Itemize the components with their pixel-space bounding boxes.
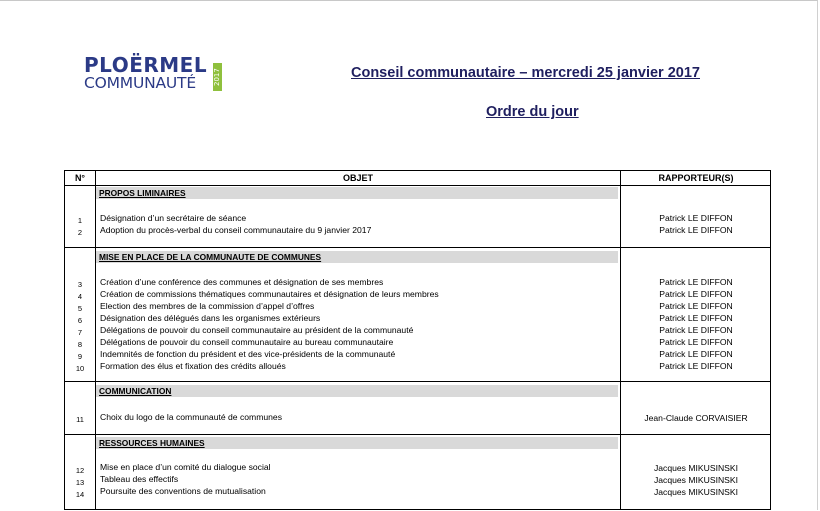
item-objet: Mise en place d’un comité du dialogue social bbox=[100, 462, 271, 472]
item-number: 6 bbox=[77, 316, 83, 325]
logo-line1: PLOËRMEL bbox=[84, 53, 208, 77]
item-objet: Tableau des effectifs bbox=[100, 474, 179, 484]
ploermel-communaute-logo bbox=[84, 55, 224, 95]
section-header: COMMUNICATION bbox=[96, 385, 618, 397]
page-subtitle: Ordre du jour bbox=[486, 104, 579, 120]
item-rapporteur: Patrick LE DIFFON bbox=[659, 349, 733, 359]
page-title: Conseil communautaire – mercredi 25 janvier 2017 bbox=[351, 65, 700, 81]
item-objet: Création d’une conférence des communes et désignation de ses membres bbox=[100, 277, 384, 287]
item-number: 1 bbox=[77, 216, 83, 225]
item-rapporteur: Patrick LE DIFFON bbox=[659, 313, 733, 323]
item-number: 9 bbox=[77, 352, 83, 361]
item-objet: Poursuite des conventions de mutualisation bbox=[100, 486, 266, 496]
item-objet: Choix du logo de la communauté de communes bbox=[100, 412, 283, 422]
item-rapporteur: Patrick LE DIFFON bbox=[659, 361, 733, 371]
item-objet: Délégations de pouvoir du conseil communautaire au président de la communauté bbox=[100, 325, 414, 335]
item-rapporteur: Jacques MIKUSINSKI bbox=[653, 487, 739, 497]
item-objet: Election des membres de la commission d’appel d’offres bbox=[100, 301, 315, 311]
row-divider bbox=[65, 381, 770, 382]
item-rapporteur: Jacques MIKUSINSKI bbox=[653, 475, 739, 485]
item-rapporteur: Jacques MIKUSINSKI bbox=[653, 463, 739, 473]
item-rapporteur: Patrick LE DIFFON bbox=[659, 325, 733, 335]
item-number: 10 bbox=[75, 364, 85, 373]
section-header: RESSOURCES HUMAINES bbox=[96, 437, 618, 449]
item-number: 7 bbox=[77, 328, 83, 337]
row-divider bbox=[65, 434, 770, 435]
agenda-table bbox=[64, 170, 771, 510]
section-header: PROPOS LIMINAIRES bbox=[96, 187, 618, 199]
item-number: 13 bbox=[75, 478, 85, 487]
column-divider bbox=[95, 171, 96, 509]
item-rapporteur: Patrick LE DIFFON bbox=[659, 301, 733, 311]
item-rapporteur: Patrick LE DIFFON bbox=[659, 289, 733, 299]
item-number: 5 bbox=[77, 304, 83, 313]
header-num: N° bbox=[74, 173, 86, 183]
item-rapporteur: Patrick LE DIFFON bbox=[659, 277, 733, 287]
item-number: 8 bbox=[77, 340, 83, 349]
item-objet: Formation des élus et fixation des crédits alloués bbox=[100, 361, 286, 371]
row-divider bbox=[65, 185, 770, 186]
item-number: 4 bbox=[77, 292, 83, 301]
logo-year: 2017 bbox=[213, 63, 222, 91]
item-rapporteur: Patrick LE DIFFON bbox=[659, 337, 733, 347]
header-rapporteur: RAPPORTEUR(S) bbox=[658, 173, 734, 183]
item-objet: Indemnités de fonction du président et des vice-présidents de la communauté bbox=[100, 349, 396, 359]
logo-line2: COMMUNAUTÉ bbox=[84, 74, 196, 92]
item-number: 11 bbox=[76, 415, 84, 424]
item-rapporteur: Jean-Claude CORVAISIER bbox=[644, 413, 748, 423]
section-header: MISE EN PLACE DE LA COMMUNAUTE DE COMMUNES bbox=[96, 251, 618, 263]
item-objet: Désignation d’un secrétaire de séance bbox=[100, 213, 247, 223]
item-number: 14 bbox=[75, 490, 85, 499]
row-divider bbox=[65, 247, 770, 248]
item-number: 3 bbox=[77, 280, 83, 289]
item-objet: Délégations de pouvoir du conseil communautaire au bureau communautaire bbox=[100, 337, 394, 347]
item-objet: Création de commissions thématiques communautaires et désignation de leurs membres bbox=[100, 289, 439, 299]
item-objet: Adoption du procès-verbal du conseil communautaire du 9 janvier 2017 bbox=[100, 225, 372, 235]
item-number: 2 bbox=[77, 228, 83, 237]
item-rapporteur: Patrick LE DIFFON bbox=[659, 213, 733, 223]
item-rapporteur: Patrick LE DIFFON bbox=[659, 225, 733, 235]
item-objet: Désignation des délégués dans les organismes extérieurs bbox=[100, 313, 321, 323]
item-number: 12 bbox=[75, 466, 85, 475]
header-objet: OBJET bbox=[342, 173, 373, 183]
